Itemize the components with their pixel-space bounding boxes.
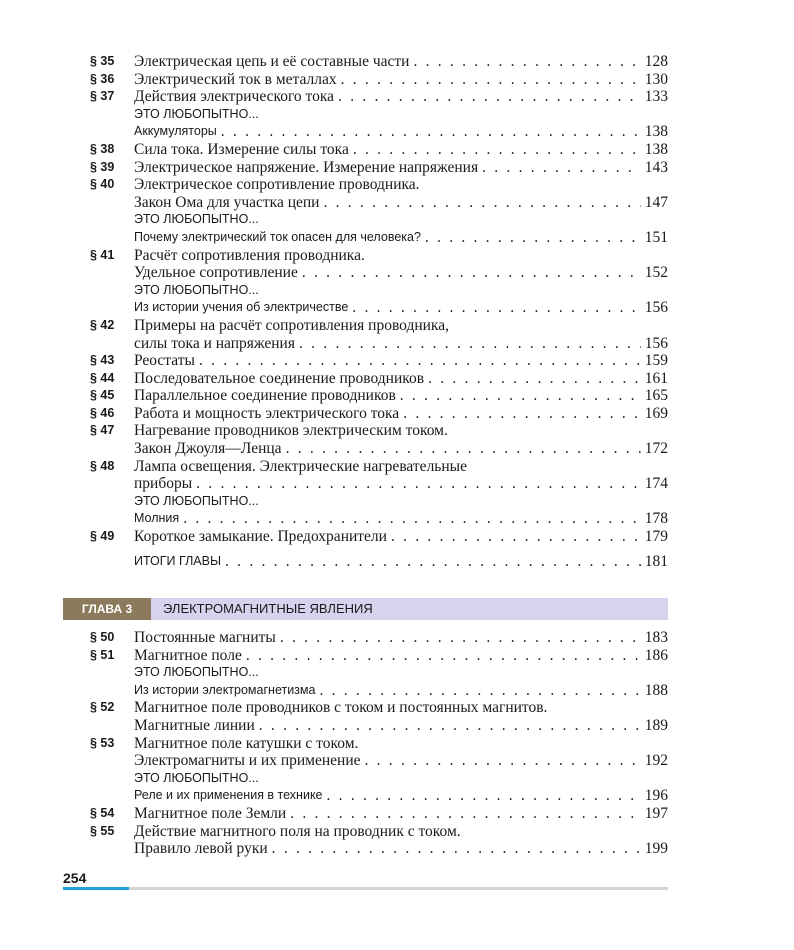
leader-dots [183,510,641,528]
section-number: § 36 [90,71,115,86]
toc-entry[interactable] [90,317,668,335]
leader-dots [221,123,641,141]
toc-entry[interactable] [90,299,668,317]
entry-title: ЭТО ЛЮБОПЫТНО... [134,770,259,785]
section-number: § 49 [90,529,115,544]
entry-title: Электромагниты и их применение [134,752,361,770]
entry-page: 130 [644,70,668,88]
chapter-summary [90,553,668,571]
toc-entry[interactable] [90,717,668,735]
toc-entry[interactable] [90,553,668,571]
entry-page: 196 [644,787,668,805]
entry-title: Лампа освещения. Электрические нагревательные [134,457,467,475]
entry-title: Реле и их применения в технике [134,788,323,803]
entry-title: Короткое замыкание. Предохранители [134,528,387,546]
toc-entry[interactable] [90,159,668,177]
chapter-title: ЭЛЕКТРОМАГНИТНЫЕ ЯВЛЕНИЯ [163,601,373,616]
leader-dots [280,629,641,647]
footer-accent-rule [63,887,129,890]
entry-title: ЭТО ЛЮБОПЫТНО... [134,665,259,680]
entry-page: 189 [644,716,668,734]
entry-page: 161 [644,369,668,387]
toc-list-chapter-3 [90,629,668,858]
entry-page: 156 [644,299,668,317]
leader-dots [391,528,641,546]
entry-title: приборы [134,475,193,493]
entry-title: Электрический ток в металлах [134,70,337,88]
entry-title: Действия электрического тока [134,88,335,106]
leader-dots [327,787,641,805]
summary-title: ИТОГИ ГЛАВЫ [134,554,222,568]
toc-entry[interactable] [90,493,668,511]
entry-page: 178 [644,510,668,528]
entry-title: Магнитное поле Земли [134,804,287,822]
section-number: § 51 [90,647,115,662]
section-number: § 45 [90,388,115,403]
section-number: § 54 [90,805,115,820]
toc-entry[interactable] [90,840,668,858]
entry-title: силы тока и напряжения [134,334,295,352]
entry-page: 172 [644,440,668,458]
leader-dots [413,53,640,71]
entry-title: Магнитное поле проводников с током и постоянных магнитов. [134,699,548,717]
toc-list-chapter-2 [90,53,668,546]
toc-entry[interactable] [90,699,668,717]
toc-entry[interactable] [90,106,668,124]
toc-entry[interactable] [90,229,668,247]
leader-dots [299,335,641,353]
entry-page: 192 [644,752,668,770]
entry-title: ЭТО ЛЮБОПЫТНО... [134,106,259,121]
entry-page: 169 [644,404,668,422]
toc-entry[interactable] [90,352,668,370]
toc-entry[interactable] [90,176,668,194]
entry-page: 147 [644,193,668,211]
entry-title: Аккумуляторы [134,124,217,139]
toc-entry[interactable] [90,422,668,440]
entry-page: 159 [644,352,668,370]
section-number: § 39 [90,159,115,174]
leader-dots [225,553,641,571]
entry-title: Реостаты [134,352,195,370]
entry-title: ЭТО ЛЮБОПЫТНО... [134,212,259,227]
leader-dots [428,370,641,388]
toc-entry[interactable] [90,123,668,141]
section-number: § 40 [90,177,115,192]
leader-dots [290,805,641,823]
leader-dots [272,840,641,858]
entry-page: 174 [644,475,668,493]
leader-dots [338,88,641,106]
entry-title: Магнитное поле [134,646,242,664]
entry-page: 138 [644,123,668,141]
leader-dots [425,229,641,247]
toc-entry[interactable] [90,370,668,388]
entry-page: 199 [644,840,668,858]
toc-entry[interactable] [90,682,668,700]
entry-title: Примеры на расчёт сопротивления проводника, [134,316,449,334]
entry-page: 165 [644,387,668,405]
entry-title: Закон Ома для участка цепи [134,193,320,211]
chapter-tag: ГЛАВА 3 [63,598,151,620]
section-number: § 37 [90,89,115,104]
section-number: § 38 [90,141,115,156]
toc-entry[interactable] [90,71,668,89]
toc-entry[interactable] [90,211,668,229]
section-number: § 53 [90,735,115,750]
toc-entry[interactable] [90,458,668,476]
toc-entry[interactable] [90,735,668,753]
toc-entry[interactable] [90,387,668,405]
toc-entry[interactable] [90,194,668,212]
page-number: 254 [63,870,87,886]
leader-dots [286,440,641,458]
toc-entry[interactable] [90,88,668,106]
leader-dots [302,264,641,282]
section-number: § 46 [90,405,115,420]
entry-title: Закон Джоуля—Ленца [134,440,282,458]
section-number: § 48 [90,458,115,473]
entry-title: Электрическое сопротивление проводника. [134,176,420,194]
entry-page: 128 [644,53,668,70]
entry-title: ЭТО ЛЮБОПЫТНО... [134,282,259,297]
toc-entry[interactable] [90,664,668,682]
entry-page: 197 [644,804,668,822]
leader-dots [400,387,641,405]
section-number: § 44 [90,370,115,385]
entry-page: 179 [644,528,668,546]
entry-title: Электрическое напряжение. Измерение напряжения [134,158,479,176]
leader-dots [341,71,641,89]
leader-dots [319,682,640,700]
entry-title: Расчёт сопротивления проводника. [134,246,365,264]
leader-dots [352,299,640,317]
entry-title: Работа и мощность электрического тока [134,404,400,422]
entry-title: Магнитное поле катушки с током. [134,734,359,752]
entry-title: Параллельное соединение проводников [134,387,396,405]
entry-title: Удельное сопротивление [134,264,298,282]
toc-entry[interactable] [90,247,668,265]
toc-entry[interactable] [90,805,668,823]
toc-entry[interactable] [90,752,668,770]
leader-dots [365,752,641,770]
leader-dots [259,717,641,735]
entry-page: 151 [644,228,668,246]
entry-page: 143 [644,158,668,176]
entry-title: Постоянные магниты [134,629,276,646]
entry-page: 152 [644,264,668,282]
entry-page: 183 [644,629,668,646]
entry-title: Почему электрический ток опасен для человека? [134,229,421,244]
section-number: § 42 [90,317,115,332]
section-number: § 47 [90,423,115,438]
entry-page: 138 [644,140,668,158]
leader-dots [246,647,641,665]
leader-dots [353,141,641,159]
footer-rule [63,887,668,890]
section-number: § 55 [90,823,115,838]
summary-page: 181 [644,553,668,570]
entry-title: Сила тока. Измерение силы тока [134,140,349,158]
chapter-header [63,598,668,620]
section-number: § 43 [90,353,115,368]
toc-entry[interactable] [90,405,668,423]
section-number: § 41 [90,247,115,262]
toc-entry[interactable] [90,528,668,546]
section-number: § 52 [90,700,115,715]
entry-title: Нагревание проводников электрическим током. [134,422,448,440]
entry-title: Магнитные линии [134,716,255,734]
entry-title: ЭТО ЛЮБОПЫТНО... [134,493,259,508]
section-number: § 50 [90,630,115,644]
entry-page: 186 [644,646,668,664]
leader-dots [196,475,641,493]
entry-page: 188 [644,681,668,699]
leader-dots [199,352,641,370]
toc-entry[interactable] [90,823,668,841]
leader-dots [482,159,641,177]
toc-entry[interactable] [90,264,668,282]
entry-page: 156 [644,334,668,352]
entry-title: Из истории электромагнетизма [134,682,316,697]
leader-dots [323,194,640,212]
toc-entry[interactable] [90,141,668,159]
entry-title: Из истории учения об электричестве [134,300,349,315]
toc-entry[interactable] [90,282,668,300]
toc-entry[interactable] [90,335,668,353]
entry-title: Последовательное соединение проводников [134,369,425,387]
toc-entry[interactable] [90,787,668,805]
entry-title: Правило левой руки [134,840,268,858]
toc-entry[interactable] [90,53,668,71]
leader-dots [403,405,641,423]
entry-title: Действие магнитного поля на проводник с током. [134,822,461,840]
toc-entry[interactable] [90,440,668,458]
toc-entry[interactable] [90,647,668,665]
entry-page: 133 [644,88,668,106]
entry-title: Молния [134,511,180,526]
toc-entry[interactable] [90,629,668,647]
toc-entry[interactable] [90,510,668,528]
section-number: § 35 [90,54,115,68]
toc-entry[interactable] [90,475,668,493]
toc-entry[interactable] [90,770,668,788]
entry-title: Электрическая цепь и её составные части [134,53,410,70]
